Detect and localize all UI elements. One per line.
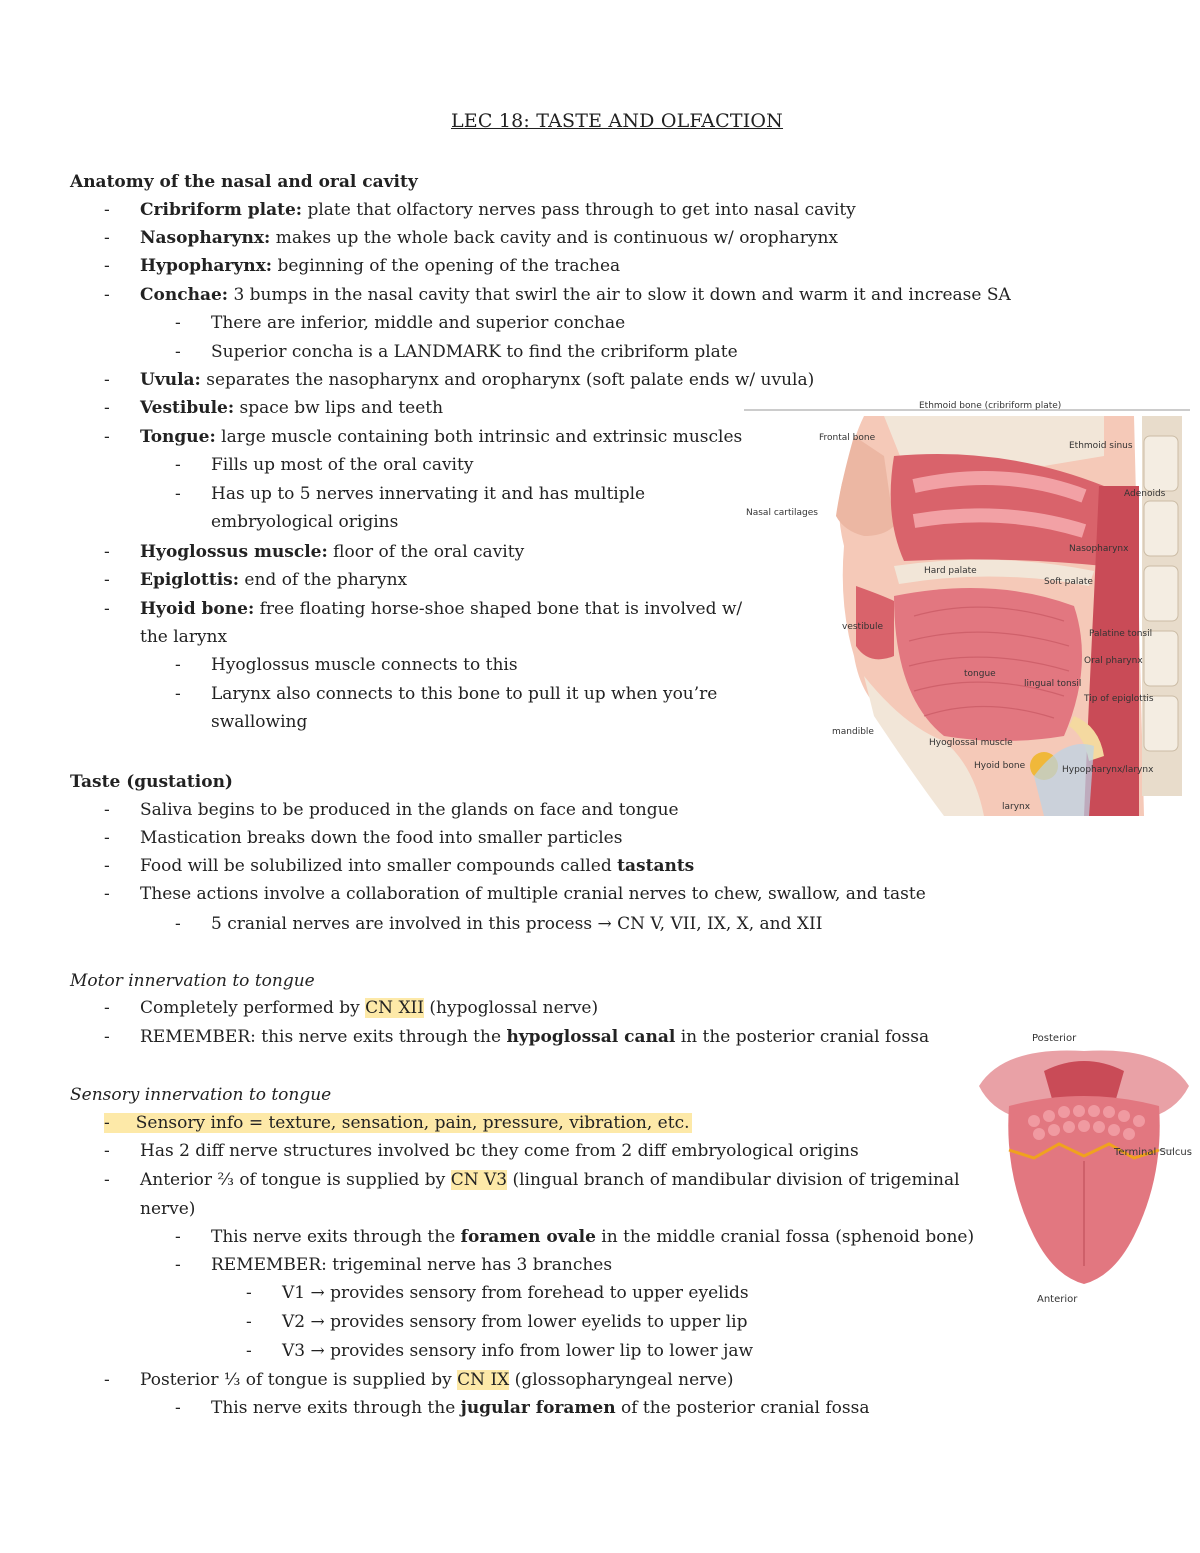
- list-item: - Hyoglossus muscle: floor of the oral cavity: [104, 542, 525, 562]
- label-hypopharynx: Hypopharynx/larynx: [1062, 765, 1154, 775]
- section-heading-taste: Taste (gustation): [70, 772, 233, 792]
- list-item: - V2 → provides sensory from lower eyelids to upper lip: [246, 1312, 748, 1332]
- list-item: - V3 → provides sensory info from lower lip to lower jaw: [246, 1341, 754, 1361]
- list-item: - V1 → provides sensory from forehead to upper eyelids: [246, 1283, 749, 1303]
- list-item: - Nasopharynx: makes up the whole back cavity and is continuous w/ oropharynx: [104, 228, 839, 248]
- label-hard-palate: Hard palate: [924, 566, 977, 576]
- list-subitem: - Larynx also connects to this bone to pull it up when you’re: [175, 684, 718, 704]
- label-palatine-tonsil: Palatine tonsil: [1089, 629, 1153, 639]
- list-item: - This nerve exits through the jugular foramen of the posterior cranial fossa: [175, 1398, 870, 1418]
- label-hyoid-bone: Hyoid bone: [974, 761, 1026, 771]
- list-item: - This nerve exits through the foramen ovale in the middle cranial fossa (sphenoid bone): [175, 1227, 975, 1247]
- list-subitem: - Superior concha is a LANDMARK to find the cribriform plate: [175, 342, 738, 362]
- tongue-figure: [974, 1026, 1196, 1312]
- label-soft-palate: Soft palate: [1044, 577, 1093, 587]
- label-tongue: tongue: [964, 669, 996, 679]
- label-terminal-sulcus: Terminal Sulcus: [1114, 1147, 1192, 1158]
- label-hyoglossal-muscle: Hyoglossal muscle: [929, 738, 1013, 748]
- list-item: - Mastication breaks down the food into smaller particles: [104, 828, 623, 848]
- page-title: LEC 18: TASTE AND OLFACTION: [450, 110, 784, 132]
- list-item-continuation: nerve): [140, 1199, 196, 1219]
- list-subitem: - There are inferior, middle and superior conchae: [175, 313, 626, 333]
- list-item: - Hyoid bone: free floating horse-shoe shaped bone that is involved w/: [104, 599, 743, 619]
- list-item: - Tongue: large muscle containing both intrinsic and extrinsic muscles: [104, 427, 743, 447]
- label-lingual-tonsil: lingual tonsil: [1024, 679, 1082, 689]
- list-item: - Completely performed by CN XII (hypoglossal nerve): [104, 998, 599, 1018]
- label-nasopharynx: Nasopharynx: [1069, 544, 1129, 554]
- list-item: - Has 2 diff nerve structures involved bc they come from 2 diff embryological origins: [104, 1141, 859, 1161]
- label-frontal-bone: Frontal bone: [819, 433, 876, 443]
- subheading-sensory: Sensory innervation to tongue: [70, 1085, 332, 1105]
- label-larynx: larynx: [1002, 802, 1031, 812]
- list-item: - Vestibule: space bw lips and teeth: [104, 398, 444, 418]
- list-subitem: - Has up to 5 nerves innervating it and has multiple: [175, 484, 646, 504]
- list-item: - Food will be solubilized into smaller compounds called tastants: [104, 856, 695, 876]
- list-item: - Saliva begins to be produced in the glands on face and tongue: [104, 800, 679, 820]
- label-tip-epiglottis: Tip of epiglottis: [1084, 694, 1154, 704]
- list-item: - REMEMBER: trigeminal nerve has 3 branches: [175, 1255, 613, 1275]
- sagittal-head-figure: [744, 396, 1190, 816]
- label-ethmoid-sinus: Ethmoid sinus: [1069, 441, 1133, 451]
- list-item: - Hypopharynx: beginning of the opening of the trachea: [104, 256, 621, 276]
- list-item-highlighted: - Sensory info = texture, sensation, pain, pressure, vibration, etc.: [104, 1113, 690, 1133]
- list-item-continuation: swallowing: [211, 712, 308, 732]
- section-heading-anatomy: Anatomy of the nasal and oral cavity: [70, 172, 418, 192]
- label-posterior: Posterior: [1032, 1033, 1077, 1044]
- label-nasal-cartilages: Nasal cartilages: [746, 508, 818, 518]
- label-adenoids: Adenoids: [1124, 489, 1166, 499]
- list-item: - Cribriform plate: plate that olfactory nerves pass through to get into nasal cavity: [104, 200, 856, 220]
- list-item: - Conchae: 3 bumps in the nasal cavity that swirl the air to slow it down and warm it and increase SA: [104, 285, 1011, 305]
- label-vestibule: vestibule: [842, 622, 884, 632]
- label-oral-pharynx: Oral pharynx: [1084, 656, 1143, 666]
- list-item: - 5 cranial nerves are involved in this process → CN V, VII, IX, X, and XII: [175, 914, 823, 934]
- list-subitem: - Hyoglossus muscle connects to this: [175, 655, 518, 675]
- label-mandible: mandible: [832, 727, 874, 737]
- list-item-continuation: the larynx: [140, 627, 228, 647]
- subheading-motor: Motor innervation to tongue: [70, 971, 315, 991]
- list-item: - Anterior ⅔ of tongue is supplied by CN V3 (lingual branch of mandibular division of trigeminal: [104, 1170, 960, 1190]
- list-item: - Epiglottis: end of the pharynx: [104, 570, 408, 590]
- list-item-continuation: embryological origins: [211, 512, 399, 532]
- label-anterior: Anterior: [1037, 1294, 1078, 1305]
- list-item: - These actions involve a collaboration of multiple cranial nerves to chew, swallow, and taste: [104, 884, 926, 904]
- list-item: - Posterior ⅓ of tongue is supplied by CN IX (glossopharyngeal nerve): [104, 1370, 734, 1390]
- list-item: - REMEMBER: this nerve exits through the hypoglossal canal in the posterior cranial fossa: [104, 1027, 930, 1047]
- list-subitem: - Fills up most of the oral cavity: [175, 455, 474, 475]
- list-item: - Uvula: separates the nasopharynx and oropharynx (soft palate ends w/ uvula): [104, 370, 815, 390]
- label-ethmoid-cribriform: Ethmoid bone (cribriform plate): [919, 401, 1062, 411]
